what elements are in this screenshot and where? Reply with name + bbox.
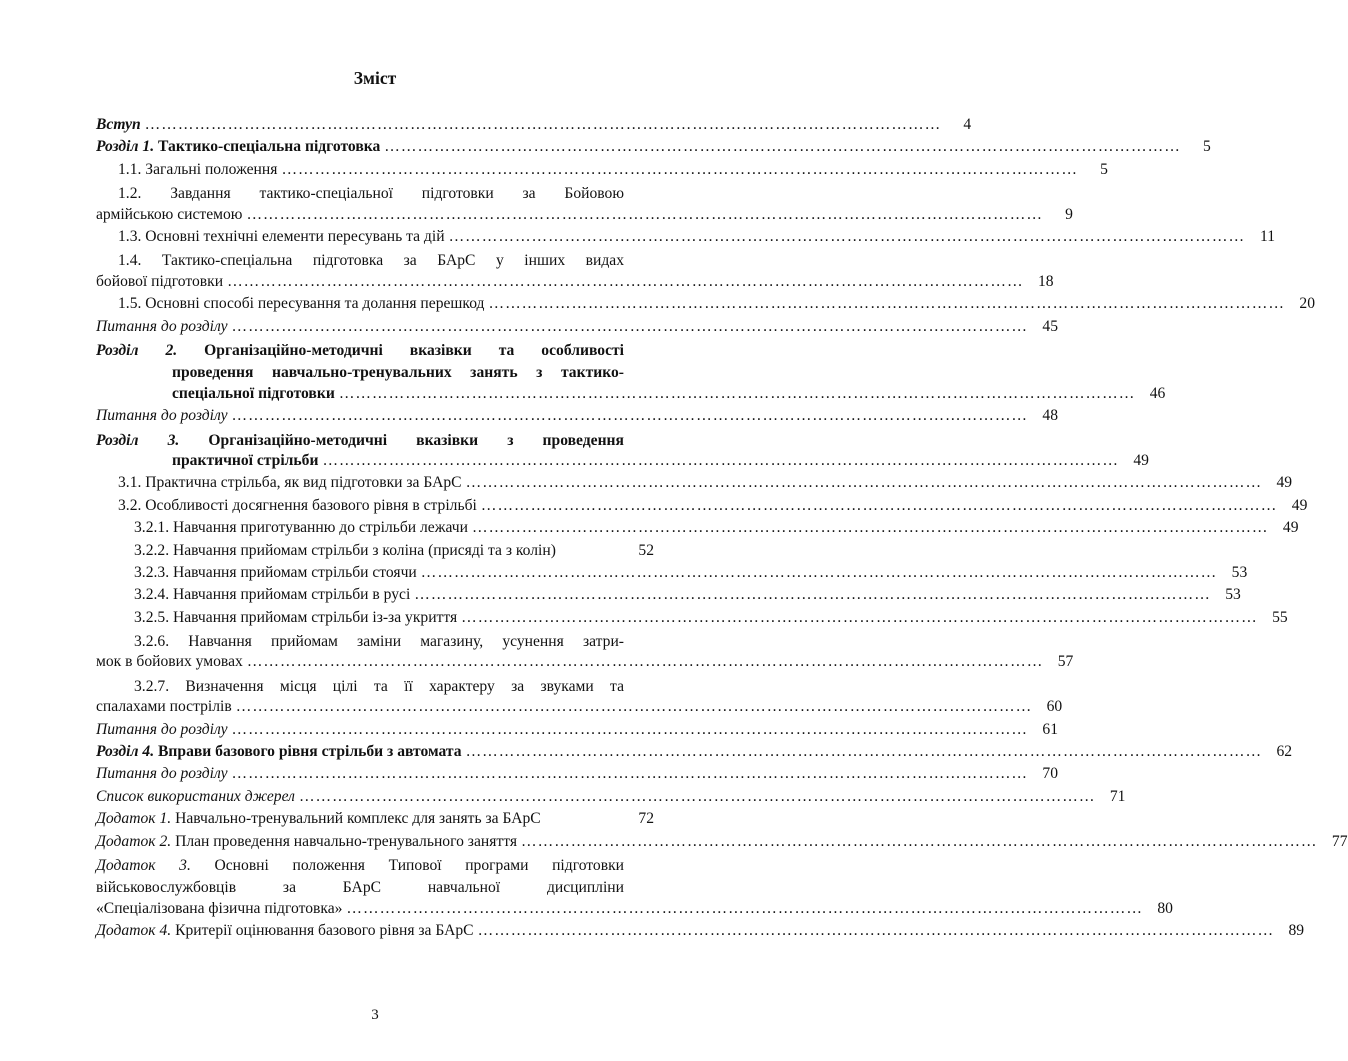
toc-page-number: 52 <box>638 541 654 559</box>
toc-page-number: 5 <box>1203 138 1211 156</box>
toc-leader-dots: ……………………………………………………………………………………………………………………………… <box>281 160 1078 178</box>
toc-page-number: 80 <box>1157 899 1173 917</box>
appendix-lead: Додаток 2. <box>96 832 172 850</box>
toc-entry-label <box>96 810 541 828</box>
toc-leader-dots: ……………………………………………………………………………………………………………………………… <box>480 496 1278 514</box>
toc-page-number: 57 <box>1057 653 1074 671</box>
section-lead: Розділ 3. <box>96 431 180 449</box>
toc-leader-dots: ……………………………………………………………………………………………………………………………… <box>461 608 1258 626</box>
toc-entry-label: Питання до розділу <box>96 720 228 738</box>
toc-entry-references[interactable] <box>96 787 1126 810</box>
toc-entry-label: 1.5. Основні способі пересування та долання перешкод <box>118 295 485 313</box>
toc-entry-3-2-7-cont[interactable] <box>96 698 1063 720</box>
appendix-lead: Додаток 1. <box>96 810 172 828</box>
appendix-title: План проведення навчально-тренувального заняття <box>175 832 517 850</box>
toc-page-number: 61 <box>1042 720 1059 738</box>
appendix-title: Критерії оцінювання базового рівня за БАрС <box>175 922 474 940</box>
toc-entry-questions-3[interactable] <box>96 720 1059 743</box>
toc-leader-dots: ……………………………………………………………………………………………………………………………… <box>465 743 1263 761</box>
toc-entry-3-2-3[interactable] <box>96 563 1248 586</box>
toc-entry-label: 3.1. Практична стрільба, як вид підготовки за БАрС <box>118 474 462 492</box>
appendix-lead: Додаток 4. <box>96 922 172 940</box>
toc-entry-label: Список використаних джерел <box>96 787 295 805</box>
toc-entry-label: Вступ <box>96 116 141 133</box>
toc-entry-section-4[interactable] <box>96 743 1293 765</box>
toc-entry-3-2-4[interactable] <box>96 586 1241 608</box>
toc-leader-dots: ……………………………………………………………………………………………………………………………… <box>477 922 1275 940</box>
toc-leader-dots: ……………………………………………………………………………………………………………………………… <box>338 384 1136 402</box>
toc-page-number: 60 <box>1046 698 1063 716</box>
appendix-title: Навчально-тренувальний комплекс для занять за БАрС <box>175 810 541 828</box>
toc-leader-dots: ……………………………………………………………………………………………………………………………… <box>414 586 1211 604</box>
toc-page-number: 71 <box>1109 787 1126 805</box>
toc-entry-1-2-cont[interactable] <box>96 205 1073 228</box>
toc-entry-section-1[interactable] <box>96 138 1211 160</box>
toc-entry-label: 1.3. Основні технічні елементи пересувань та дій <box>118 227 445 245</box>
toc-leader-dots: ……………………………………………………………………………………………………………………………… <box>465 474 1263 492</box>
appendix-title-line2: військовослужбовців за БАрС навчальної дисципліни <box>96 879 624 897</box>
toc-entry-appendix-3-cont[interactable] <box>96 899 1173 922</box>
toc-entry-3-2-5[interactable] <box>96 608 1288 631</box>
toc-page-number: 49 <box>1276 474 1293 492</box>
toc-entry-1-2[interactable] <box>96 183 654 205</box>
toc-entry-3-2-1[interactable] <box>96 519 1299 541</box>
toc-entry-section-3[interactable] <box>96 430 654 452</box>
toc-leader-dots: ……………………………………………………………………………………………………………………………… <box>298 787 1096 805</box>
section-title-line1: Організаційно-методичні вказівки та особливості <box>204 341 624 359</box>
toc-entry-appendix-2[interactable] <box>96 832 1348 855</box>
toc-entry-3-1[interactable] <box>96 474 1293 496</box>
toc-entry-label: Питання до розділу <box>96 765 228 783</box>
section-title: Вправи базового рівня стрільби з автомата <box>158 743 462 761</box>
toc-entry-label-line2: армійською системою <box>96 205 243 223</box>
toc-leader-dots: ……………………………………………………………………………………………………………………………… <box>231 720 1029 738</box>
toc-entry-3-2-6-cont[interactable] <box>96 653 1074 675</box>
toc-entry-label: Питання до розділу <box>96 317 228 335</box>
appendix-title-line1: Основні положення Типової програми підготовки <box>214 857 624 874</box>
toc-entry-3-2-2[interactable] <box>96 542 654 564</box>
toc-entry-label-line2: мок в бойових умовах <box>96 653 243 671</box>
toc-leader-dots: ……………………………………………………………………………………………………………………………… <box>384 138 1181 156</box>
appendix-title-line3: «Спеціалізована фізична підготовка» <box>96 899 343 917</box>
toc-entry-3-2-7[interactable] <box>96 676 654 698</box>
toc-entry-label-line1: 1.4. Тактико-спеціальна підготовка за БАрС у інших видах <box>118 252 624 270</box>
toc-leader-dots: ……………………………………………………………………………………………………………………………… <box>322 451 1119 469</box>
toc-entry-label-line1: 3.2.6. Навчання прийомам заміни магазину, усунення затри- <box>134 633 624 651</box>
section-title-line3: спеціальної підготовки <box>172 384 335 402</box>
toc-leader-dots: ……………………………………………………………………………………………………………………………… <box>227 272 1024 290</box>
toc-page-number: 49 <box>1133 451 1149 469</box>
toc-entry-section-3-cont[interactable] <box>96 451 1149 474</box>
toc-entry-questions-1[interactable] <box>96 317 1059 340</box>
toc-entry-label-line1: 1.2. Завдання тактико-спеціальної підготовки за Бойовою <box>118 185 624 203</box>
toc-page-number: 4 <box>963 116 972 133</box>
toc-entry-1-5[interactable] <box>96 295 1315 317</box>
section-title: Тактико-спеціальна підготовка <box>158 138 381 156</box>
section-lead: Розділ 4. <box>96 743 155 761</box>
toc-entry-appendix-3[interactable] <box>96 855 654 900</box>
toc-entry-3-2-6[interactable] <box>96 631 654 653</box>
toc-leader-dots: ……………………………………………………………………………………………………………………………… <box>246 205 1043 223</box>
toc-leader-dots: ……………………………………………………………………………………………………………………………… <box>231 317 1029 335</box>
toc-page-number: 48 <box>1042 407 1059 425</box>
toc-entry-1-1[interactable] <box>96 160 1108 183</box>
toc-entry-label <box>96 138 380 156</box>
section-lead: Розділ 1. <box>96 138 155 156</box>
toc-entry-section-2[interactable] <box>96 340 654 385</box>
toc-leader-dots: ……………………………………………………………………………………………………………………………… <box>235 698 1033 716</box>
toc-leader-dots: ……………………………………………………………………………………………………………………………… <box>144 116 942 133</box>
toc-page-number: 49 <box>1291 496 1308 514</box>
toc-page-number: 77 <box>1331 832 1348 850</box>
toc-page-number: 89 <box>1288 922 1305 940</box>
page-number: 3 <box>371 1007 379 1023</box>
toc-page-number: 18 <box>1037 272 1054 290</box>
toc-entry-appendix-1[interactable] <box>96 810 654 832</box>
toc-page-number: 72 <box>638 810 654 828</box>
toc-page-number: 45 <box>1042 317 1059 335</box>
toc-leader-dots: ……………………………………………………………………………………………………………………………… <box>346 899 1143 917</box>
toc-leader-dots: ……………………………………………………………………………………………………………………………… <box>448 227 1246 245</box>
toc-leader-dots: ……………………………………………………………………………………………………………………………… <box>231 407 1029 425</box>
toc-page-number: 46 <box>1149 384 1166 402</box>
page-title: Зміст <box>353 68 397 88</box>
toc-page-number: 49 <box>1282 519 1299 537</box>
toc-entry-label-line1: 3.2.7. Визначення місця цілі та її характеру за звуками та <box>134 677 624 695</box>
toc-entry-appendix-4[interactable] <box>96 922 1305 944</box>
toc-page-number: 62 <box>1276 743 1293 761</box>
toc-page-number: 55 <box>1272 608 1288 626</box>
section-title-line2: практичної стрільби <box>172 451 319 469</box>
toc-entry-1-4[interactable] <box>96 250 654 272</box>
toc-entry-questions-2[interactable] <box>96 407 1059 429</box>
toc-leader-dots: ……………………………………………………………………………………………………………………………… <box>246 653 1044 671</box>
toc-entry-questions-4[interactable] <box>96 765 1059 787</box>
toc-entry-label: 1.1. Загальні положення <box>118 160 278 178</box>
toc-page-number: 9 <box>1065 205 1073 223</box>
toc-entry-label: 3.2.3. Навчання прийомам стрільби стоячи <box>134 563 417 581</box>
toc-leader-dots: ……………………………………………………………………………………………………………………………… <box>488 295 1285 313</box>
appendix-lead: Додаток 3. <box>96 857 191 874</box>
toc-entry-1-4-cont[interactable] <box>96 272 1054 295</box>
toc-entry-label: Питання до розділу <box>96 407 228 425</box>
toc-leader-dots: ……………………………………………………………………………………………………………………………… <box>231 765 1029 783</box>
toc-entry-label <box>96 922 474 940</box>
toc-leader-dots: ……………………………………………………………………………………………………………………………… <box>472 519 1269 537</box>
toc-page-number: 70 <box>1042 765 1059 783</box>
table-of-contents <box>96 116 1348 945</box>
toc-entry-section-2-cont[interactable] <box>96 384 1166 407</box>
section-title-line2: проведення навчально-тренувальних занять з тактико- <box>172 364 624 382</box>
toc-entry-intro[interactable] <box>96 116 972 138</box>
toc-entry-label: 3.2.1. Навчання приготуванню до стрільби лежачи <box>134 519 468 537</box>
section-lead: Розділ 2. <box>96 341 178 359</box>
toc-entry-3-2[interactable] <box>96 496 1308 519</box>
toc-entry-label-line2: спалахами пострілів <box>96 698 232 716</box>
toc-leader-dots: ……………………………………………………………………………………………………………………………… <box>521 832 1318 850</box>
toc-page-number: 20 <box>1299 295 1315 313</box>
toc-leader-dots: ……………………………………………………………………………………………………………………………… <box>420 563 1218 581</box>
toc-entry-label <box>96 833 517 851</box>
toc-entry-label <box>96 743 462 761</box>
toc-page-number: 5 <box>1100 160 1108 178</box>
toc-page-number: 53 <box>1225 586 1241 604</box>
toc-entry-label: 3.2. Особливості досягнення базового рівня в стрільбі <box>118 496 477 514</box>
toc-entry-1-3[interactable] <box>96 227 1276 250</box>
toc-entry-label: 3.2.4. Навчання прийомам стрільби в русі <box>134 586 411 604</box>
toc-page-number: 11 <box>1260 227 1276 245</box>
toc-entry-label: 3.2.2. Навчання прийомам стрільби з коліна (присяді та з колін) <box>134 541 556 559</box>
toc-entry-label: 3.2.5. Навчання прийомам стрільби із-за укриття <box>134 608 458 626</box>
toc-entry-label-line2: бойової підготовки <box>96 272 224 290</box>
section-title-line1: Організаційно-методичні вказівки з проведення <box>208 431 624 449</box>
toc-page-number: 53 <box>1231 563 1248 581</box>
